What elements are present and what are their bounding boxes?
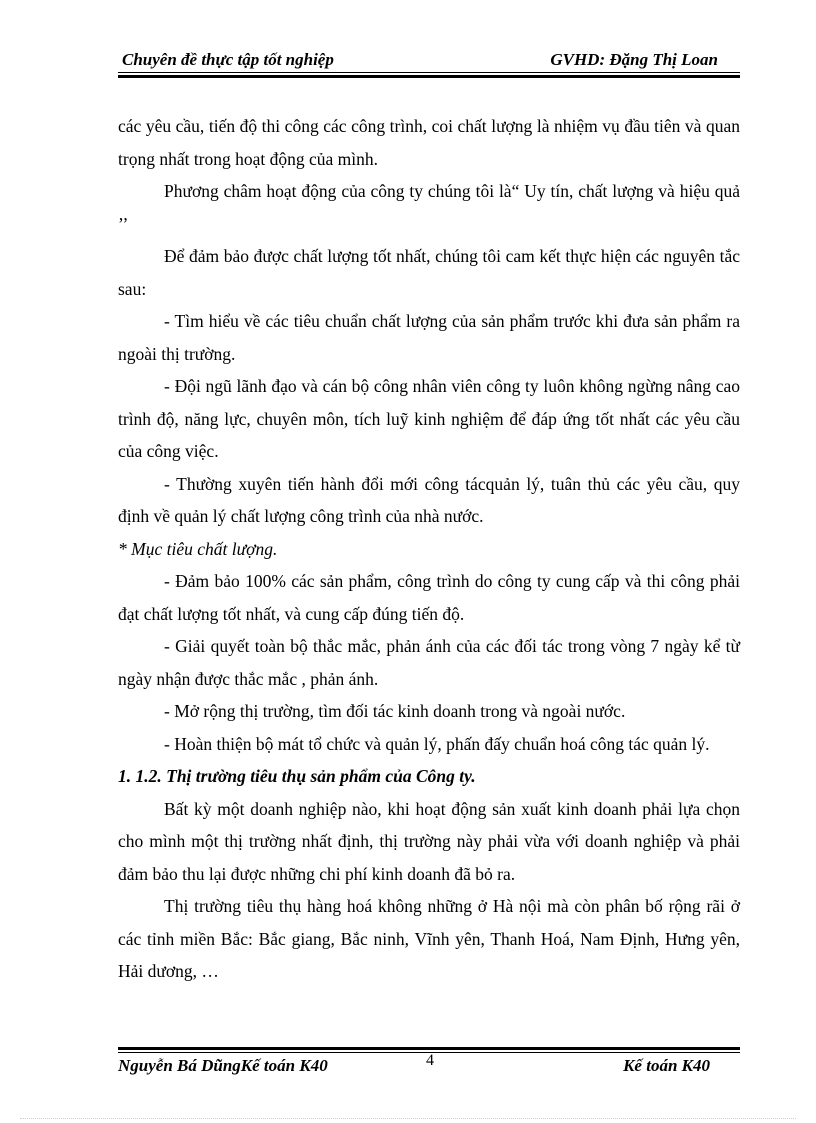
bullet-item: - Giải quyết toàn bộ thắc mắc, phản ánh của các đối tác trong vòng 7 ngày kể từ ngày nhận được thắc mắc , phản ánh.	[118, 636, 740, 689]
paragraph: Bất kỳ một doanh nghiệp nào, khi hoạt động sản xuất kinh doanh phải lựa chọn cho mình một thị trường nhất định, thị trường này phải vừa với doanh nghiệp và phải đảm bảo thu lại được những chi phí kinh doanh đã bỏ ra.	[118, 798, 740, 884]
bullet-item: - Đội ngũ lãnh đạo và cán bộ công nhân viên công ty luôn không ngừng nâng cao trình độ, năng lực, chuyên môn, tích luỹ kinh nghiệm để đáp ứng tốt nhất các yêu cầu của công việc.	[118, 376, 740, 461]
page-number: 4	[426, 1052, 434, 1069]
header-supervisor: GVHD: Đặng Thị Loan	[550, 50, 718, 69]
bullet-item: - Đảm bảo 100% các sản phẩm, công trình do công ty cung cấp và thi công phải đạt chất lượng tốt nhất, và cung cấp đúng tiến độ.	[118, 571, 740, 624]
section-subheading: * Mục tiêu chất lượng.	[118, 538, 278, 559]
page-edge-divider	[20, 1118, 796, 1119]
paragraph: Thị trường tiêu thụ hàng hoá không những ở Hà nội mà còn phân bố rộng rãi ở các tỉnh miền Bắc: Bắc giang, Bắc ninh, Vĩnh yên, Thanh Hoá, Nam Định, Hưng yên, Hải dương, …	[118, 896, 740, 981]
bullet-item: - Hoàn thiện bộ mát tổ chức và quản lý, phấn đấy chuẩn hoá công tác quản lý.	[164, 733, 710, 754]
page-header	[118, 46, 740, 74]
paragraph: Phương châm hoạt động của công ty chúng tôi là“ Uy tín, chất lượng và hiệu quả ’’	[118, 181, 740, 234]
bullet-item: - Mở rộng thị trường, tìm đối tác kinh doanh trong và ngoài nước.	[164, 701, 626, 721]
header-rule-thin	[118, 72, 740, 73]
section-heading: 1. 1.2. Thị trường tiêu thụ sản phẩm của Công ty.	[118, 766, 476, 786]
header-left-title: Chuyên đề thực tập tốt nghiệp	[122, 50, 334, 69]
page-body	[118, 110, 740, 988]
footer-rule-thick	[118, 1047, 740, 1050]
page-footer	[118, 1052, 740, 1078]
bullet-item: - Thường xuyên tiến hành đổi mới công tácquản lý, tuân thủ các yêu cầu, quy định về quản lý chất lượng công trình của nhà nước.	[118, 473, 740, 526]
footer-author: Nguyễn Bá DũngKế toán K40	[118, 1056, 328, 1075]
bullet-item: - Tìm hiểu về các tiêu chuẩn chất lượng của sản phẩm trước khi đưa sản phẩm ra ngoài thị trường.	[118, 311, 740, 364]
paragraph: các yêu cầu, tiến độ thi công các công trình, coi chất lượng là nhiệm vụ đầu tiên và quan trọng nhất trong hoạt động của mình.	[118, 116, 740, 169]
paragraph: Để đảm bảo được chất lượng tốt nhất, chúng tôi cam kết thực hiện các nguyên tắc sau:	[118, 246, 740, 299]
header-rule-thick	[118, 75, 740, 78]
footer-class: Kế toán K40	[623, 1056, 710, 1075]
